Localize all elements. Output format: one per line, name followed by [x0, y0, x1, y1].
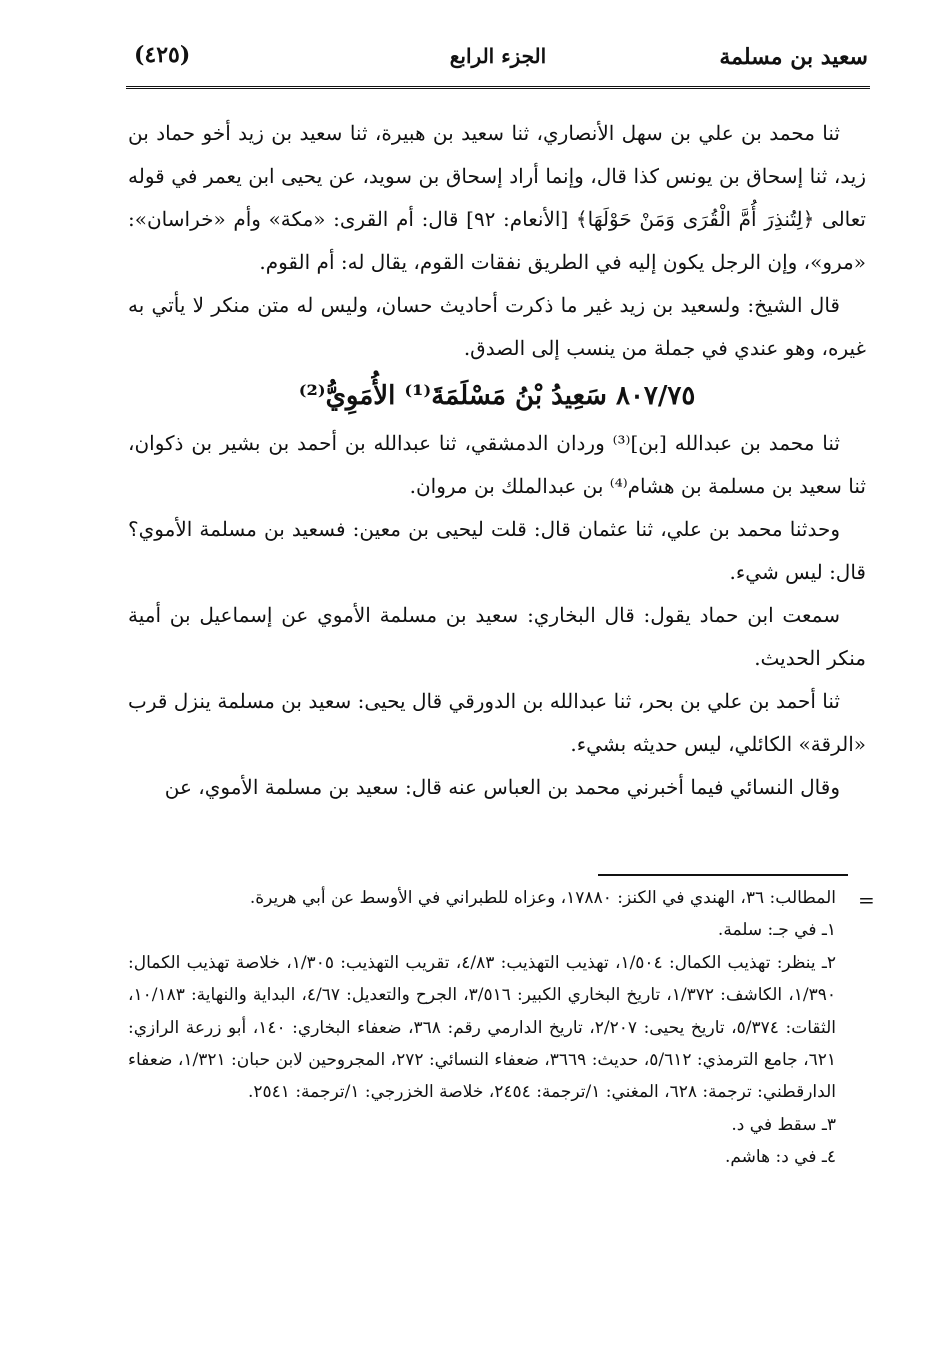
paragraph: قال الشيخ: ولسعيد بن زيد غير ما ذكرت أحاديث حسان، وليس له متن منكر لا يأتي به غيره، وهو عندي في جملة من ينسب إلى الصدق.	[128, 293, 866, 360]
header-volume: الجزء الرابع	[449, 44, 547, 68]
footnote-continuation: المطالب: ٣٦، الهندي في الكنز: ١٧٨٨٠، وعزاه للطبراني في الأوسط عن أبي هريرة.	[249, 888, 836, 908]
paragraph: سمعت ابن حماد يقول: قال البخاري: سعيد بن مسلمة الأموي عن إسماعيل بن أمية منكر الحديث.	[128, 603, 866, 670]
page-number: (٤٢٥)	[134, 42, 191, 68]
footnote-continuation-mark: =	[858, 888, 875, 912]
entry-heading: ٨٠٧/٧٥ سَعِيدُ بْنُ مَسْلَمَةَ⁽¹⁾ الأُمَوِيُّ⁽²⁾	[298, 381, 696, 411]
paragraph: ثنا محمد بن علي بن سهل الأنصاري، ثنا سعيد بن هبيرة، ثنا سعيد بن زيد أخو حماد بن زيد، ثنا إسحاق بن يونس كذا قال، وإنما أراد إسحاق بن سويد، عن يحيى ابن يعمر في قوله تعالى ﴿لِتُنذِرَ أُمَّ الْقُرَى وَمَنْ حَوْلَهَا﴾ [الأنعام: ٩٢] قال: أم القرى: «مكة» وأم «خراسان»: «مرو»، وإن الرجل يكون إليه في الطريق نفقات القوم، يقال له: أم القوم.	[128, 121, 866, 274]
paragraph: وحدثنا محمد بن علي، ثنا عثمان قال: قلت ليحيى بن معين: فسعيد بن مسلمة الأموي؟ قال: ليس شيء.	[128, 517, 866, 584]
header-entry-name: سعيد بن مسلمة	[719, 44, 868, 70]
footnote-3: ٣ـ سقط في د.	[731, 1114, 836, 1135]
main-text	[128, 112, 866, 809]
footnote-1: ١ـ في جـ: سلمة.	[717, 920, 836, 941]
paragraph: وقال النسائي فيما أخبرني محمد بن العباس عنه قال: سعيد بن مسلمة الأموي، عن	[164, 775, 840, 799]
paragraph: ثنا أحمد بن علي بن بحر، ثنا عبدالله بن الدورقي قال يحيى: سعيد بن مسلمة ينزل قرب «الرقة» الكائلي، ليس حديثه بشيء.	[128, 689, 866, 756]
footnote-2: ٢ـ ينظر: تهذيب الكمال: ١/٥٠٤، تهذيب التهذيب: ٤/٨٣، تقريب التهذيب: ١/٣٠٥، خلاصة تهذيب الكمال: ١/٣٩٠، الكاشف: ١/٣٧٢، تاريخ البخاري الكبير: ٣/٥١٦، الجرح والتعديل: ٤/٦٧، البداية والنهاية: ١٠/١٨٣، الثقات: ٥/٣٧٤، تاريخ يحيى: ٢/٢٠٧، تاريخ الدارمي رقم: ٣٦٨، ضعفاء البخاري: ١٤٠، أبو زرعة الرازي: ٦٢١، جامع الترمذي: ٥/٦١٢، حديث: ٣٦٦٩، ضعفاء النسائي: ٢٧٢، المجروحين لابن حبان: ١/٣٢١، ضعفاء الدارقطني: ترجمة: ٦٢٨، المغني: ١/ترجمة: ٢٤٥٤، خلاصة الخزرجي: ١/ترجمة: ٢٥٤١.	[128, 952, 837, 1103]
paragraph: ثنا محمد بن عبدالله [بن]⁽³⁾ وردان الدمشقي، ثنا عبدالله بن أحمد بن بشير بن ذكوان، ثنا سعيد بن مسلمة بن هشام⁽⁴⁾ بن عبدالملك بن مروان.	[128, 431, 866, 498]
header-rule	[126, 86, 870, 89]
footnotes	[128, 882, 836, 1174]
footnote-rule	[598, 874, 848, 876]
footnote-4: ٤ـ في د: هاشم.	[724, 1147, 836, 1168]
running-header	[128, 40, 868, 80]
